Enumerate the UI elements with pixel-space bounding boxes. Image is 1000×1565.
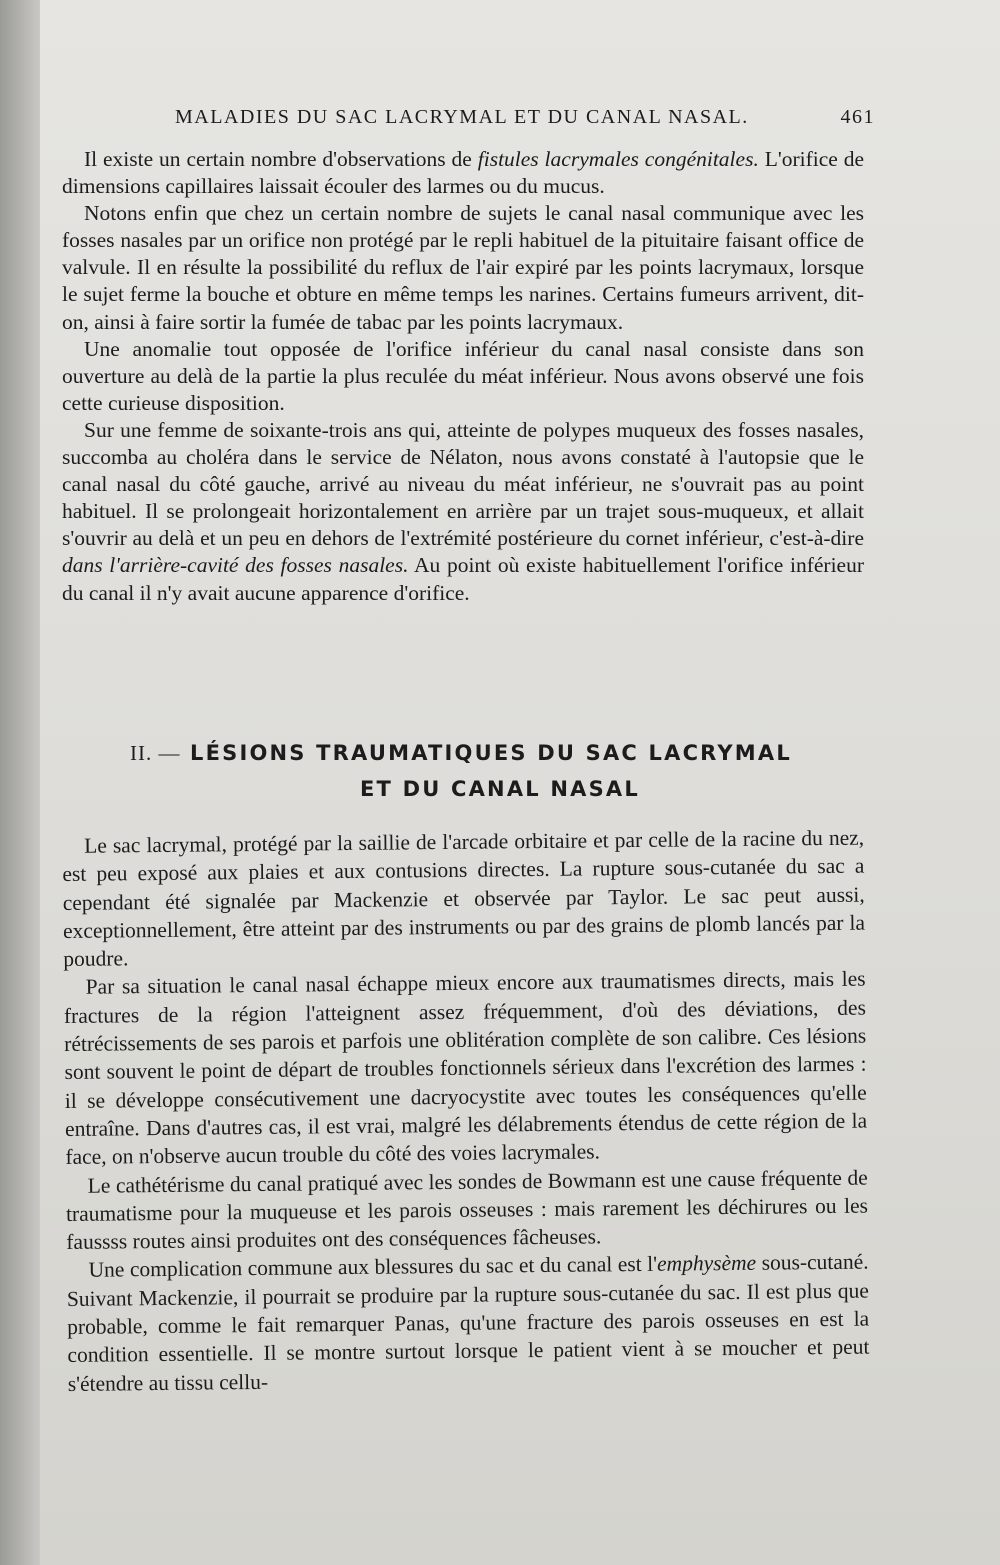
text-run: sous-cutané. Suivant Mackenzie, il pourrait se produire par la rupture sous-cutanée du sac. Il est plus que probable, comme le fait remarquer Panas, qu'une fracture des parois osseuses en est la condition essentielle. Il se montre surtout lorsque le patient vient à se moucher et peut s'étendre au tissu cellu- <box>66 1250 870 1396</box>
section-heading <box>130 735 870 807</box>
body-text-section-1 <box>62 146 864 607</box>
italic-text: emphysème <box>656 1251 757 1277</box>
page-binding-shadow <box>0 0 40 1565</box>
italic-text: fistules lacrymales congénitales. <box>477 147 759 171</box>
text-run: Sur une femme de soixante-trois ans qui, atteinte de polypes muqueux des fosses nasales, succomba au choléra dans le service de Nélaton, nous avons constaté à l'autopsie que le canal nasal du côté gauche, arrivé au niveau du méat inférieur, ne s'ouvrait pas au point habituel. Il se prolongeait horizontalement en arrière par un trajet sous-muqueux, et allait s'ouvrir au delà et un peu en dehors de l'extrémité postérieure du cornet inférieur, c'est-à-dire <box>62 417 864 551</box>
running-header <box>175 106 875 136</box>
section-number: II. — <box>130 741 181 765</box>
running-title: MALADIES DU SAC LACRYMAL ET DU CANAL NASAL. <box>175 106 749 128</box>
paragraph <box>62 417 864 607</box>
paragraph <box>66 1248 869 1398</box>
heading-line-2: ET DU CANAL NASAL <box>360 777 640 801</box>
paragraph <box>62 146 864 200</box>
italic-text: dans l'arrière-cavité des fosses nasales. <box>62 553 409 578</box>
text-run: Il existe un certain nombre d'observations de <box>84 147 478 171</box>
paragraph: Une anomalie tout opposée de l'orifice inférieur du canal nasal consiste dans son ouverture au delà de la partie la plus reculée du méat inférieur. Nous avons observé une fois cette curieuse disposition. <box>62 336 864 415</box>
paragraph: Le cathétérisme du canal pratiqué avec les sondes de Bowmann est une cause fréquente de traumatisme pour la muqueuse et les parois osseuses : mais rarement les déchirures ou les faussss routes ainsi produites ont des conséquences fâcheuses. <box>65 1165 869 1255</box>
paragraph: Par sa situation le canal nasal échappe mieux encore aux traumatismes directs, mais les fractures de la région l'atteignent assez fréquemment, d'où des déviations, des rétrécissements de ses parois et parfois une oblitération complète de son calibre. Ces lésions sont souvent le point de départ de troubles fonctionnels sérieux dans l'excrétion des larmes : il se développe consécutivement une dacryocystite avec toutes les conséquences qu'elle entraîne. Dans d'autres cas, il est vrai, malgré les délabrements étendus de cette région de la face, on n'observe aucun trouble du côté des voies lacrymales. <box>63 967 868 1170</box>
heading-text: LÉSIONS TRAUMATIQUES DU SAC LACRYMAL <box>190 741 792 765</box>
text-run: Au point où existe habituellement l'orifice inférieur du canal il n'y avait aucune apparence d'orifice. <box>62 553 864 605</box>
heading-line-1 <box>130 735 870 771</box>
paragraph: Le sac lacrymal, protégé par la saillie de l'arcade orbitaire et par celle de la racine du nez, est peu exposé aux plaies et aux contusions directes. La rupture sous-cutanée du sac a cependant été signalée par Mackenzie et observée par Taylor. Le sac peut aussi, exceptionnellement, être atteint par des instruments ou par des grains de plomb lancés par la poudre. <box>62 825 866 972</box>
text-run: L'orifice de dimensions capillaires laissait écouler des larmes ou du mucus. <box>62 147 865 199</box>
page-number: 461 <box>840 106 875 128</box>
body-text-section-2 <box>62 824 870 1398</box>
paragraph: Notons enfin que chez un certain nombre de sujets le canal nasal communique avec les fosses nasales par un orifice non protégé par le repli habituel de la pituitaire faisant office de valvule. Il en résulte la possibilité du reflux de l'air expiré par les points lacrymaux, lorsque le sujet ferme la bouche et obture en même temps les narines. Certains fumeurs arrivent, dit-on, ainsi à faire sortir la fumée de tabac par les points lacrymaux. <box>62 201 864 334</box>
text-run: Une complication commune aux blessures du sac et du canal est l' <box>88 1252 658 1283</box>
